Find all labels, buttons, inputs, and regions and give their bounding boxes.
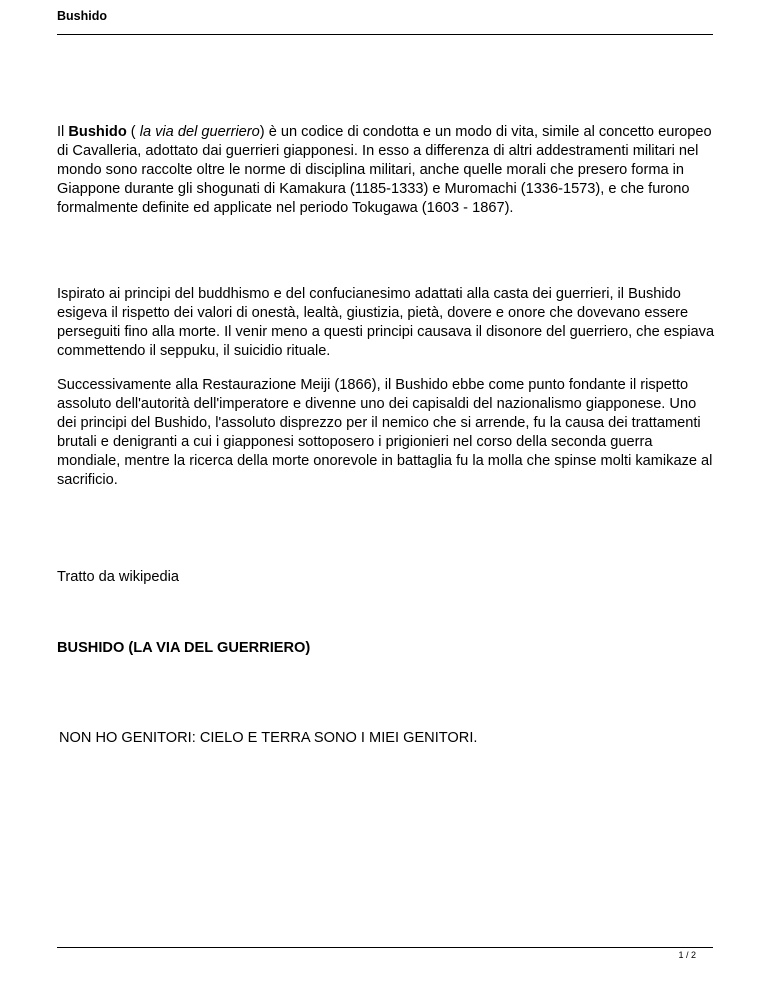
term-gloss: la via del guerriero <box>139 124 260 140</box>
bushido-term: Bushido <box>68 124 127 140</box>
verse-line: NON HO GENITORI: CIELO E TERRA SONO I MIEI GENITORI. <box>59 730 478 746</box>
page-header-title: Bushido <box>57 9 107 23</box>
header-divider <box>57 34 713 35</box>
intro-paragraph <box>57 123 717 218</box>
intro-lead: Il <box>57 124 69 140</box>
section-heading: BUSHIDO (LA VIA DEL GUERRIERO) <box>57 640 311 656</box>
footer-divider <box>57 947 713 948</box>
principles-paragraph: Ispirato ai principi del buddhismo e del confucianesimo adattati alla casta dei guerrieri, il Bushido esigeva il rispetto dei valori di onestà, lealtà, giustizia, pietà, dovere e onore che dovevano essere perseguiti fino alla morte. Il venir meno a questi principi causava il disonore del guerriero, che espiava commettendo il seppuku, il suicidio rituale. <box>57 286 715 360</box>
meiji-paragraph: Successivamente alla Restaurazione Meiji (1866), il Bushido ebbe come punto fondante il rispetto assoluto dell'autorità dell'imperatore e divenne uno dei capisaldi del nazionalismo giapponese. Uno dei principi del Bushido, l'assoluto disprezzo per il nemico che si arrende, fu la causa dei trattamenti brutali e denigranti a cui i giapponesi sottoposero i prigionieri nel corso della seconda guerra mondiale, mentre la ricerca della morte onorevole in battaglia fu la molla che spinse molti kamikaze al sacrificio. <box>57 377 713 489</box>
page-number: 1 / 2 <box>678 950 696 960</box>
intro-rest: ) è un codice di condotta e un modo di vita, simile al concetto europeo di Cavalleria, adottato dai guerrieri giapponesi. In esso a differenza di altri addestramenti militari nel mondo sono raccolte oltre le norme di disciplina militari, anche quelle morali che presero forma in Giappone durante gli shogunati di Kamakura (1185-1333) e Muromachi (1336-1573), e che furono formalmente definite ed applicate nel periodo Tokugawa (1603 - 1867). <box>57 124 712 217</box>
paren-open: ( <box>126 124 140 140</box>
source-note: Tratto da wikipedia <box>57 569 179 585</box>
